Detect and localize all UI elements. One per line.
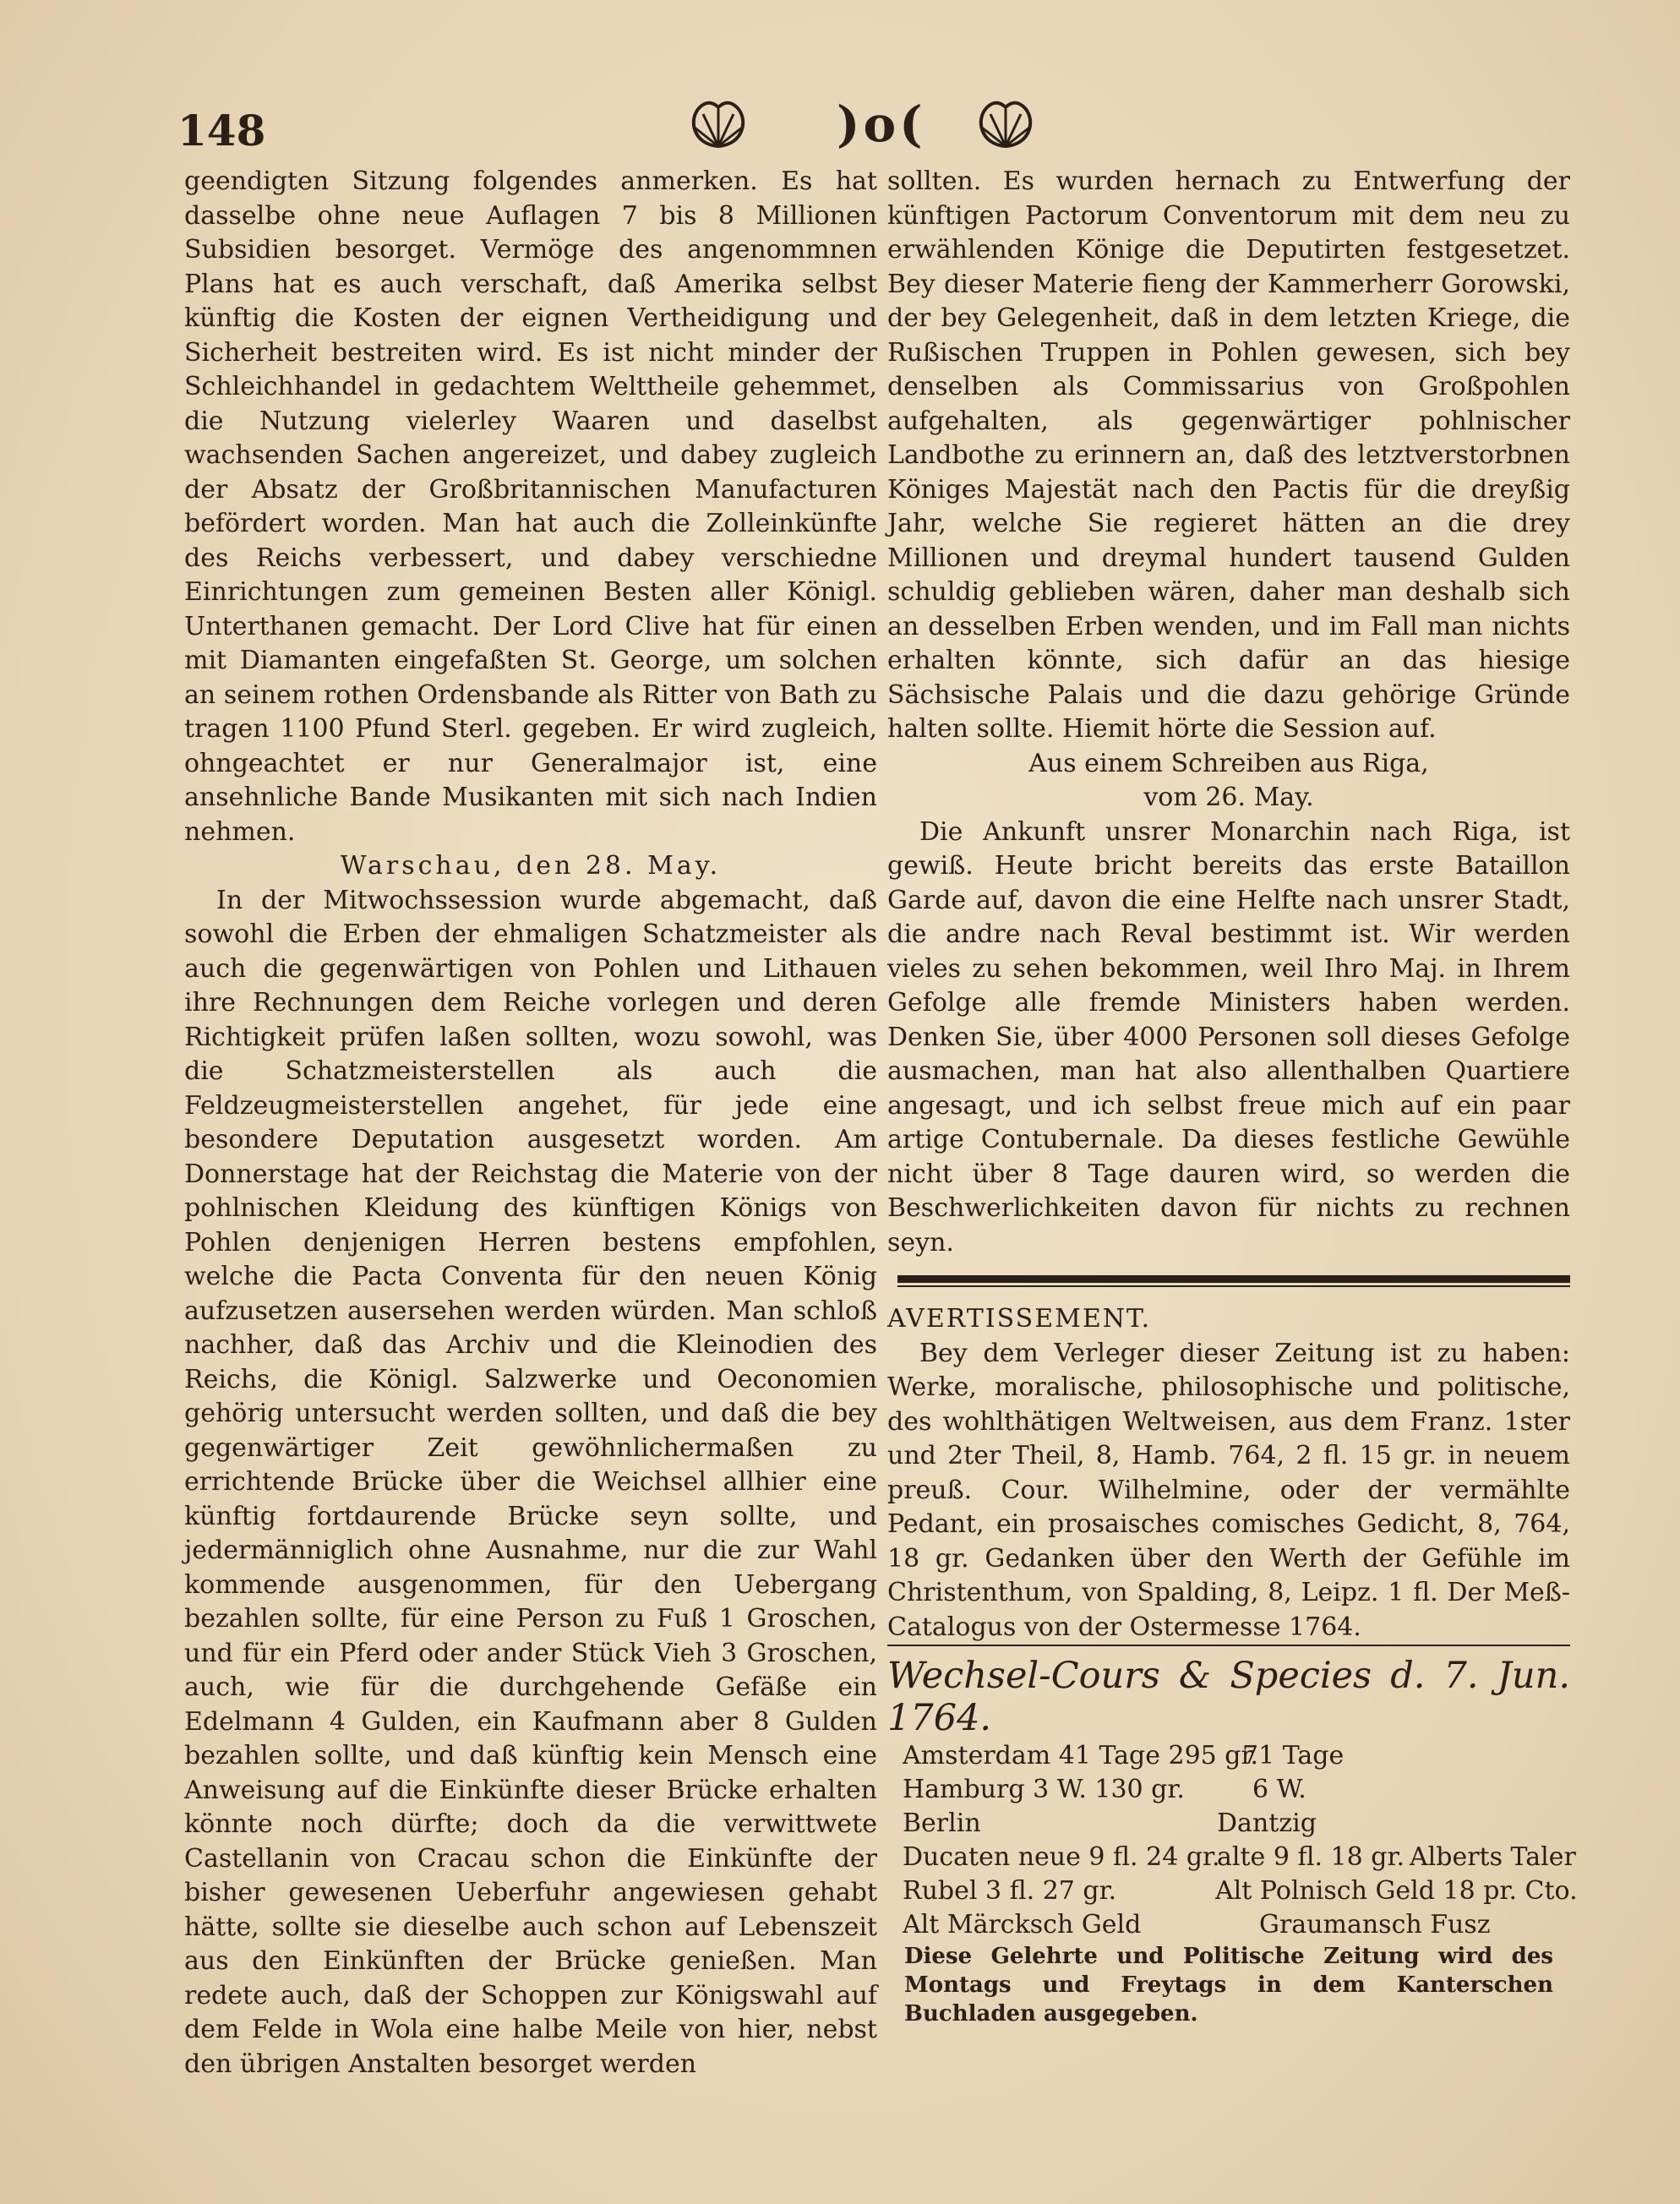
table-row bbox=[887, 1841, 1576, 1874]
article-warschau-continued: sollten. Es wurden hernach zu Entwerfung der künftigen Pactorum Conventorum mit dem neu zu erwählenden Könige die Deputirten festgesetzet. Bey dieser Materie fieng der Kammerherr Gorowski, der bey Gelegenheit, daß in dem letzten Kriege, die Rußischen Truppen in Pohlen gewesen, sich bey denselben als Commissarius von Großpohlen aufgehalten, als gegenwärtiger pohlnischer Landbothe zu erinnern an, daß des letztverstorbnen Königes Majestät nach den Pactis für die dreyßig Jahr, welche Sie regieret hätten an die drey Millionen und dreymal hundert tausend Gulden schuldig geblieben wären, daher man deshalb sich an desselben Erben wenden, und im Fall man nichts erhalten könnte, sich dafür an das hiesige Sächsische Palais und die dazu gehörige Gründe halten sollte. Hiemit hörte die Session auf. bbox=[887, 166, 1570, 744]
rate-cell: Alt Märcksch Geld bbox=[903, 1910, 1142, 1939]
rate-cell: Alt Polnisch Geld 18 pr. Cto. bbox=[1215, 1876, 1578, 1906]
shell-ornament-icon bbox=[972, 94, 1039, 153]
rate-cell: Ducaten neue 9 fl. 24 gr. bbox=[903, 1842, 1220, 1872]
publication-notice: Diese Gelehrte und Politische Zeitung wird des Montags und Freytags in dem Kanterschen Buchladen ausgegeben. bbox=[904, 1944, 1553, 2027]
rate-cell: Alberts Taler bbox=[1410, 1842, 1576, 1872]
table-row bbox=[887, 1807, 1570, 1841]
rate-cell: Rubel 3 fl. 27 gr. bbox=[903, 1876, 1117, 1906]
dateline-riga-1: Aus einem Schreiben aus Riga, bbox=[1028, 748, 1429, 778]
section-divider bbox=[887, 1272, 1570, 1290]
rate-cell: Hamburg 3 W. 130 gr. bbox=[903, 1775, 1185, 1804]
rate-cell: 71 Tage bbox=[1242, 1741, 1345, 1770]
table-row bbox=[887, 1773, 1570, 1807]
table-row bbox=[887, 1908, 1570, 1942]
dateline-warschau: Warschau, den 28. May. bbox=[340, 851, 722, 881]
exchange-rates-table bbox=[887, 1739, 1578, 1942]
rate-cell: Amsterdam 41 Tage 295 gr. bbox=[903, 1741, 1259, 1770]
page-header bbox=[177, 89, 1563, 165]
article-warschau: In der Mitwochssession wurde abgemacht, daß sowohl die Erben der ehmaligen Schatzmeister als auch die gegenwärtigen von Pohlen und Lithauen ihre Rechnungen dem Reiche vorlegen und deren Richtigkeit prüfen laßen sollten, wozu sowohl, was die Schatzmeisterstellen als auch die Feldzeugmeisterstellen angehet, für jede eine besondere Deputation ausgesetzt worden. Am Donnerstage hat der Reichstag die Materie von der pohlnischen Kleidung des künftigen Königs von Pohlen denjenigen Herren bestens empfohlen, welche die Pacta Conventa für den neuen König aufzusetzen ausersehen werden würden. Man schloß nachher, daß das Archiv und die Kleinodien des Reichs, die Königl. Salzwerke und Oeconomien gehörig untersucht werden sollten, und daß die bey gegenwärtiger Zeit gewöhnlichermaßen zu errichtende Brücke über die Weichsel allhier eine künftig fortdaurende Brücke seyn sollte, und jedermänniglich ohne Ausnahme, nur die zur Wahl kommende ausgenommen, für den Uebergang bezahlen sollte, für eine Person zu Fuß 1 Groschen, und für ein Pferd oder ander Stück Vieh 3 Groschen, auch, wie für die durchgehende Gefäße ein Edelmann 4 Gulden, ein Kaufmann aber 8 Gulden bezahlen sollte, und daß künftig kein Mensch eine Anweisung auf die Einkünfte dieser Brücke erhalten könnte noch dürfte; doch da die verwittwete Castellanin von Cracau schon die Einkünfte der bisher gewesenen Ueberfuhr angewiesen gehabt hätte, sollte sie dieselbe auch schon auf Lebenszeit aus den Einkünften der Brücke genießen. Man redete auch, daß der Schoppen zur Königswahl auf dem Felde in Wola eine halbe Meile von hier, nebst den übrigen Anstalten besorget werden bbox=[184, 885, 877, 2079]
left-column bbox=[184, 165, 877, 2081]
table-row bbox=[887, 1874, 1578, 1908]
article-london: geendigten Sitzung folgendes anmerken. Es hat dasselbe ohne neue Auflagen 7 bis 8 Millionen Subsidien besorget. Vermöge des angenommnen Plans hat es auch verschaft, daß Amerika selbst künftig die Kosten der eignen Vertheidigung und Sicherheit bestreiten wird. Es ist nicht minder der Schleichhandel in gedachtem Welttheile gehemmet, die Nutzung vielerley Waaren und daselbst wachsenden Sachen angereizet, und dabey zugleich der Absatz der Großbritannischen Manufacturen befördert worden. Man hat auch die Zolleinkünfte des Reichs verbessert, und dabey verschiedne Einrichtungen zum gemeinen Besten aller Königl. Unterthanen gemacht. Der Lord Clive hat für einen mit Diamanten eingefaßten St. George, um solchen an seinem rothen Ordensbande als Ritter von Bath zu tragen 1100 Pfund Sterl. gegeben. Er wird zugleich, ohngeachtet er nur Generalmajor ist, eine ansehnliche Bande Musikanten mit sich nach Indien nehmen. bbox=[184, 166, 877, 847]
article-riga: Die Ankunft unsrer Monarchin nach Riga, ist gewiß. Heute bricht bereits das erste Bataillon Garde auf, davon die eine Helfte nach unsrer Stadt, die andre nach Reval bestimmt ist. Wir werden vieles zu sehen bekommen, weil Ihro Maj. in Ihrem Gefolge alle fremde Ministers haben werden. Denken Sie, über 4000 Personen soll dieses Gefolge ausmachen, man hat also allenthalben Quartiere angesagt, und ich selbst freue mich auf ein paar artige Contubernale. Da dieses festliche Gewühle nicht über 8 Tage dauren wird, so werden die Beschwerlichkeiten davon für nichts zu rechnen seyn. bbox=[887, 816, 1570, 1257]
exchange-rates-title: Wechsel-Cours & Species d. 7. Jun. 1764. bbox=[887, 1645, 1570, 1739]
rate-cell: Graumansch Fusz bbox=[1259, 1910, 1491, 1939]
rate-cell: alte 9 fl. 18 gr. bbox=[1217, 1842, 1405, 1872]
avertissement-title: AVERTISSEMENT. bbox=[887, 1304, 1152, 1334]
rate-cell: Berlin bbox=[903, 1808, 981, 1838]
rate-cell: 6 W. bbox=[1252, 1775, 1306, 1804]
avertissement-text: Bey dem Verleger dieser Zeitung ist zu haben: Werke, moralische, philosophische und politische, des wohlthätigen Weltweisen, aus dem Franz. 1ster und 2ter Theil, 8, Hamb. 764, 2 fl. 15 gr. in neuem preuß. Cour. Wilhelmine, oder der vermählte Pedant, ein prosaisches comisches Gedicht, 8, 764, 18 gr. Gedanken über den Werth der Gefühle im Christenthum, von Spalding, 8, Leipz. 1 fl. Der Meß-Catalogus von der Ostermesse 1764. bbox=[887, 1338, 1570, 1642]
header-mark: )o( bbox=[837, 95, 926, 153]
right-column bbox=[887, 165, 1578, 2028]
dateline-riga-2: vom 26. May. bbox=[1143, 783, 1314, 812]
shell-ornament-icon bbox=[685, 94, 752, 153]
table-row bbox=[887, 1739, 1570, 1773]
page-number: 148 bbox=[177, 106, 266, 155]
rate-cell: Dantzig bbox=[1217, 1808, 1317, 1838]
